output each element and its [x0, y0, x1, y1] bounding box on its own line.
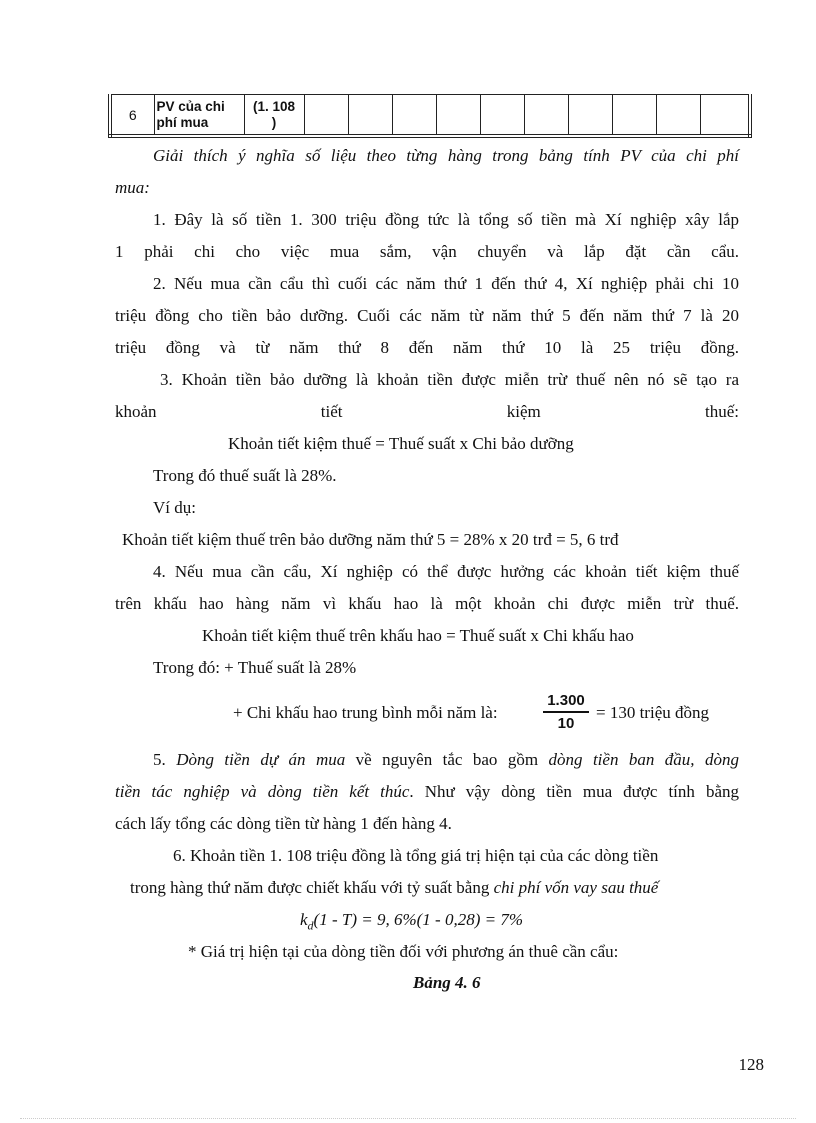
para5-italic: Dòng tiền dự án mua: [176, 750, 346, 769]
para5-line2: [115, 782, 739, 802]
para5-text: về nguyên tắc bao gồm: [345, 750, 549, 769]
k-subscript: d: [307, 918, 314, 933]
empty-cell: [436, 95, 480, 137]
para3-formula: Khoản tiết kiệm thuế = Thuế suất x Chi bảo dưỡng: [228, 434, 574, 453]
table-row: [110, 95, 750, 137]
row-value-line2: ): [271, 115, 277, 130]
empty-cell: [480, 95, 524, 137]
empty-cell: [348, 95, 392, 137]
para5-line1: [153, 750, 739, 770]
depreciation-fraction: [543, 692, 589, 732]
para6-line1: 6. Khoản tiền 1. 108 triệu đồng là tổng giá trị hiện tại của các dòng tiền: [173, 846, 659, 865]
para5-line3: cách lấy tổng các dòng tiền từ hàng 1 đến hàng 4.: [115, 814, 452, 833]
row-label: [154, 95, 244, 137]
para4-where: Trong đó: + Thuế suất là 28%: [153, 658, 357, 677]
intro-line1: Giải thích ý nghĩa số liệu theo từng hàng trong bảng tính PV của chi phí: [153, 146, 739, 165]
para4-dep-result: = 130 triệu đồng: [596, 703, 709, 722]
para7-line1: * Giá trị hiện tại của dòng tiền đối với phương án thuê cần cẩu:: [188, 942, 619, 961]
para2-line2: triệu đồng cho tiền bảo dưỡng. Cuối các năm từ năm thứ 5 đến năm thứ 7 là 20: [115, 306, 739, 325]
fraction-denominator: 10: [557, 715, 575, 732]
page-bottom-divider: [20, 1118, 796, 1119]
para6-italic: chi phí vốn vay sau thuế: [493, 878, 659, 897]
empty-cell: [392, 95, 436, 137]
para6-formula: (1 - T) = 9, 6%(1 - 0,28) = 7%: [313, 910, 523, 929]
para4-line1: 4. Nếu mua cần cẩu, Xí nghiệp có thể được hưởng các khoản tiết kiệm thuế: [153, 562, 739, 581]
para3-example-label: Ví dụ:: [153, 498, 196, 517]
row-number: 6: [110, 95, 154, 137]
para3-example: Khoản tiết kiệm thuế trên bảo dưỡng năm thứ 5 = 28% x 20 trđ = 5, 6 trđ: [122, 530, 619, 549]
para6-line3: [300, 910, 523, 935]
para6-text: trong hàng thứ năm được chiết khấu với tỷ suất bằng: [130, 878, 494, 897]
para4-formula: Khoản tiết kiệm thuế trên khấu hao = Thuế suất x Chi khấu hao: [202, 626, 634, 645]
para5-italic: dòng tiền ban đầu, dòng: [548, 750, 739, 769]
para5-text: 5.: [153, 750, 177, 769]
row-label-line2: phí mua: [156, 115, 209, 130]
para1-line2: 1 phải chi cho việc mua sắm, vận chuyển và lắp đặt cần cẩu.: [115, 242, 739, 261]
fraction-bar: [543, 711, 589, 713]
empty-cell: [700, 95, 750, 137]
table-caption: Bảng 4. 6: [413, 973, 481, 992]
empty-cell: [656, 95, 700, 137]
para3-rate: Trong đó thuế suất là 28%.: [153, 466, 337, 485]
k-symbol: k: [300, 910, 308, 929]
empty-cell: [524, 95, 568, 137]
page-number: 128: [738, 1055, 764, 1074]
para1-line1: 1. Đây là số tiền 1. 300 triệu đồng tức là tổng số tiền mà Xí nghiệp xây lắp: [153, 210, 739, 229]
para5-text: . Như vậy dòng tiền mua được tính bằng: [409, 782, 739, 801]
empty-cell: [612, 95, 656, 137]
para3-line2: khoản tiết kiệm thuế:: [115, 402, 739, 421]
row-value-line1: (1. 108: [252, 99, 296, 114]
empty-cell: [568, 95, 612, 137]
intro-line2: mua:: [115, 178, 150, 197]
fraction-numerator: 1.300: [547, 692, 585, 709]
para3-line1: 3. Khoản tiền bảo dưỡng là khoản tiền được miễn trừ thuế nên nó sẽ tạo ra: [160, 370, 739, 389]
para2-line1: 2. Nếu mua cần cẩu thì cuối các năm thứ 1 đến thứ 4, Xí nghiệp phải chi 10: [153, 274, 739, 293]
para5-italic: tiền tác nghiệp và dòng tiền kết thúc: [115, 782, 410, 801]
pv-table-fragment: [108, 94, 752, 138]
para2-line3: triệu đồng và từ năm thứ 8 đến năm thứ 10 là 25 triệu đồng.: [115, 338, 739, 357]
row-value: [244, 95, 304, 137]
para4-line2: trên khấu hao hàng năm vì khấu hao là một khoản chi được miễn trừ thuế.: [115, 594, 739, 613]
para6-line2: [130, 878, 658, 898]
empty-cell: [304, 95, 348, 137]
row-label-line1: PV của chi: [156, 99, 225, 114]
para4-dep-prefix: + Chi khấu hao trung bình mỗi năm là:: [233, 703, 498, 722]
